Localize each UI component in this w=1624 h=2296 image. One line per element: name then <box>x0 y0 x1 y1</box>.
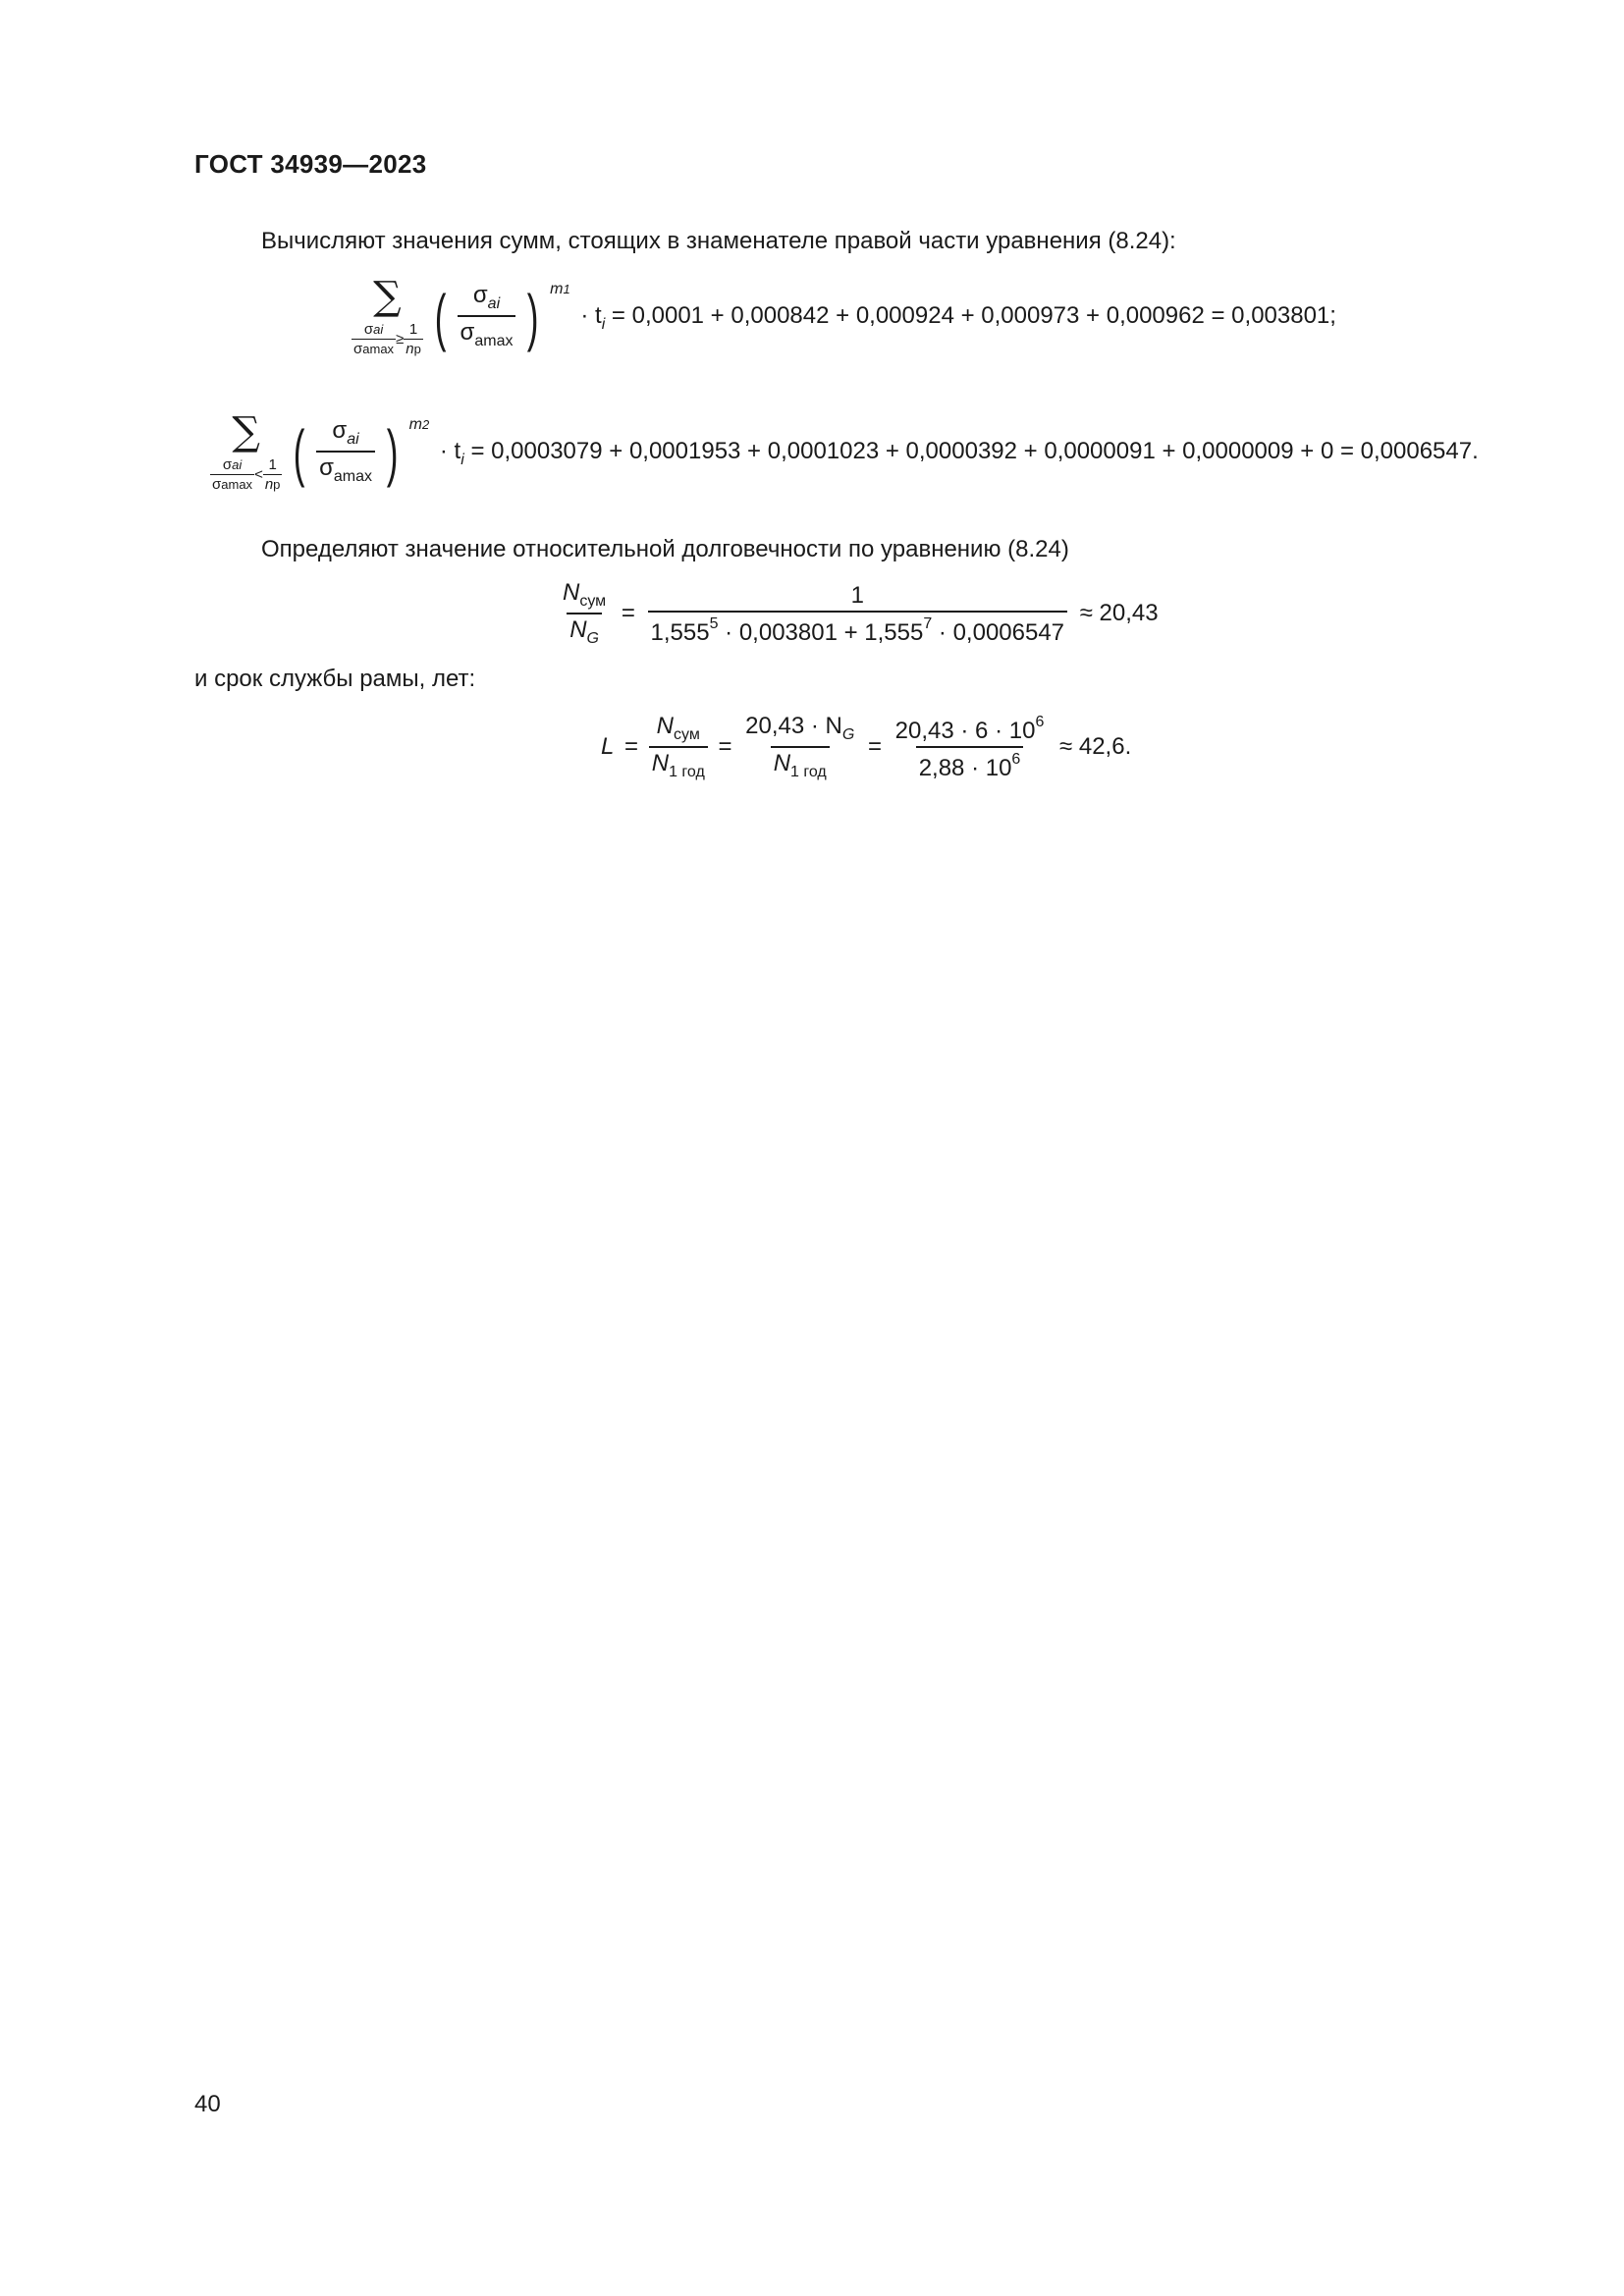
intro-paragraph: Вычисляют значения сумм, стоящих в знаменателе правой части уравнения (8.24): <box>261 228 1176 254</box>
sum-condition: $\frac{\text{σai}}{\sigma amax}$ < $\frac{1}{nр}$ <box>212 456 281 493</box>
sum-condition: $\frac{\text{σai}}{\sigma amax}$ ≥ $\frac{1}{nр}$ <box>353 321 421 357</box>
sum-result-2: = 0,0003079 + 0,0001953 + 0,0001023 + 0,0000392 + 0,0000091 + 0,0000009 + 0 = 0,0006547. <box>470 437 1479 464</box>
document-header: ГОСТ 34939—2023 <box>194 149 427 179</box>
sum-operator <box>210 409 282 493</box>
fraction-2: $\frac{20,43 \cdot N_G}{N_{1 год}}$ <box>745 713 855 780</box>
service-life-result: ≈ 42,6. <box>1059 732 1132 760</box>
lhs-fraction: $\frac{N_{сум}}{N_G}$ <box>563 579 607 647</box>
left-paren: ( <box>434 281 447 352</box>
right-paren: ) <box>526 281 539 352</box>
fraction-1: $\frac{N_{сум}}{N_{1 год}}$ <box>649 715 708 780</box>
durability-paragraph: Определяют значение относительной долговечности по уравнению (8.24) <box>261 536 1069 562</box>
equation-sum-m1 <box>352 274 1336 357</box>
sum-symbol: ∑ <box>232 409 260 454</box>
durability-result: ≈ 20,43 <box>1079 599 1159 626</box>
sum-result-1: = 0,0001 + 0,000842 + 0,000924 + 0,000973 + 0,000962 = 0,003801; <box>611 301 1336 329</box>
equation-service-life: L = $\frac{N_{сум}}{N_{1 год}}$ = $\frac{20,43 \cdot N_G}{N_{1 год}}$ = $\frac{20,43 \cdot 6 \cdot 10^6}{2,88 \cdot 10^6}$ ≈ 42,6. <box>601 713 1132 781</box>
page-number: 40 <box>194 2091 221 2117</box>
sum-operator <box>352 274 423 357</box>
time-factor: · $t_i$ <box>580 301 606 333</box>
rhs-fraction: $\frac{1}{1,555^5 \cdot 0,003801 + 1,555^7 \cdot 0,0006547}$ <box>648 584 1068 645</box>
fraction-3: $\frac{20,43 \cdot 6 \cdot 10^6}{2,88 \cdot 10^6}$ <box>894 714 1045 781</box>
exponent-m1: m1 <box>550 280 570 297</box>
sum-symbol: ∑ <box>373 274 402 319</box>
left-paren: ( <box>293 416 305 488</box>
exponent-m2: m2 <box>408 415 430 433</box>
sigma-ratio: $\frac{\sigma_{ai}}{\sigma_{amax}}$ <box>458 284 516 349</box>
right-paren: ) <box>386 416 399 488</box>
lifetime-paragraph: и срок службы рамы, лет: <box>194 666 476 692</box>
equation-sum-m2 <box>210 409 1479 493</box>
equation-relative-durability: $\frac{N_{сум}}{N_G}$ = $\frac{1}{1,555^5 \cdot 0,003801 + 1,555^7 \cdot 0,0006547}$ ≈ 20,43 <box>560 581 1159 647</box>
sigma-ratio: $\frac{\sigma_{ai}}{\sigma_{amax}}$ <box>316 419 375 485</box>
time-factor: · $t_i$ <box>439 437 464 468</box>
